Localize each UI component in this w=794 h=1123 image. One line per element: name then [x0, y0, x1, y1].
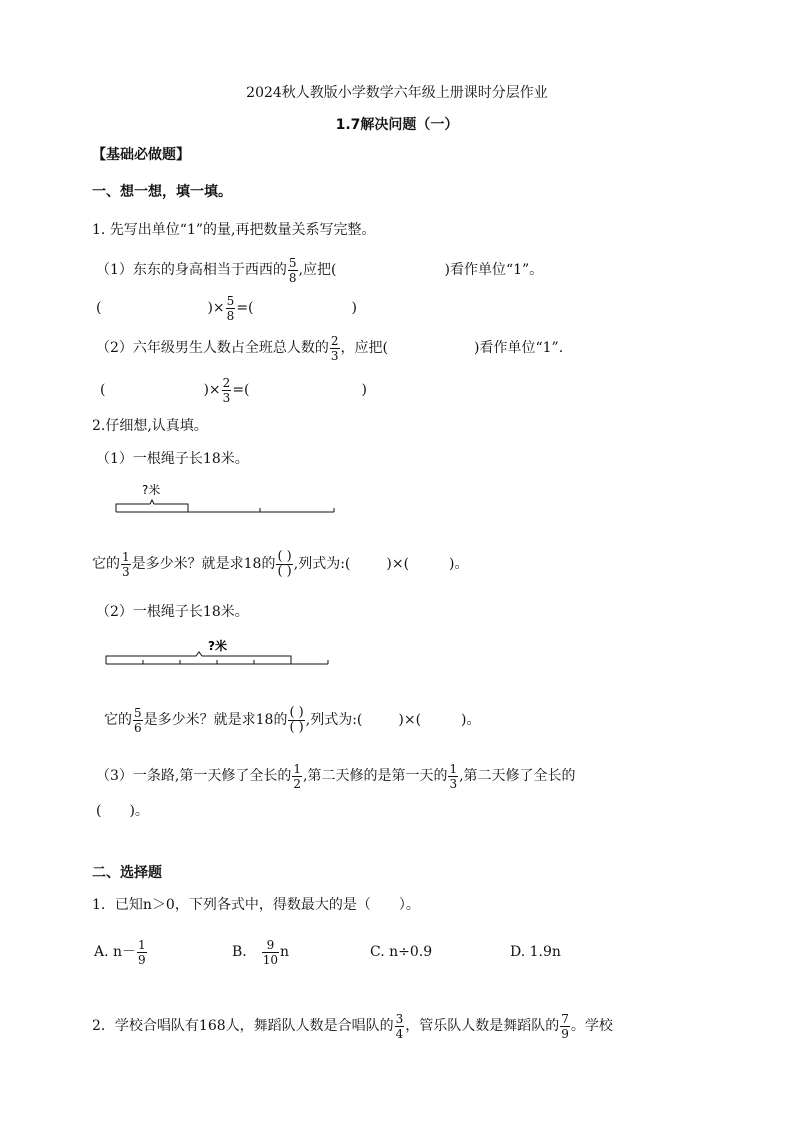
text: 它的 — [104, 712, 132, 728]
fraction-denominator: 3 — [449, 776, 458, 791]
q1-sub1-suffix: )看作单位“1”。 — [444, 262, 544, 278]
fraction — [262, 939, 279, 966]
paren-close: ) — [361, 382, 367, 398]
text: ,第二天修的是第一天的 — [303, 768, 448, 784]
p2-q2-line — [92, 1006, 613, 1046]
part1-heading: 一、想一想，填一填。 — [92, 184, 232, 200]
diagram-label: ?米 — [142, 483, 161, 497]
text: 。学校 — [570, 1018, 613, 1034]
q2-sub2-line — [104, 700, 481, 740]
fraction — [560, 1013, 570, 1040]
text: ,第二天修了全长的 — [459, 768, 576, 784]
brace — [106, 652, 291, 660]
q2-sub3-line — [96, 756, 576, 796]
text: 是多少米？就是求18的 — [131, 556, 276, 572]
text: )。 — [461, 712, 481, 728]
q1-sub1-line — [96, 250, 543, 290]
text: 2．学校合唱队有168人，舞蹈队人数是合唱队的 — [92, 1018, 394, 1034]
text: 它的 — [92, 556, 120, 572]
text: ,列式为:( — [305, 712, 363, 728]
fraction-denominator: 4 — [395, 1026, 404, 1041]
text: )。 — [449, 556, 469, 572]
fraction — [330, 335, 340, 362]
fraction — [226, 295, 236, 322]
fraction-denominator-blank[interactable]: ( ) — [277, 563, 292, 579]
text: （3）一条路,第一天修了全长的 — [96, 768, 292, 784]
text: ,列式为:( — [293, 556, 351, 572]
brace — [116, 500, 188, 508]
q1-sub1-mid: ,应把( — [298, 262, 337, 278]
fraction-denominator: 3 — [122, 564, 130, 579]
q1-sub1-prefix: （1）东东的身高相当于西西的 — [96, 262, 287, 278]
equals-paren: =( — [236, 300, 254, 316]
q1-sub2-line — [96, 328, 563, 368]
q1-sub2-mid: ，应把( — [340, 340, 389, 356]
p2-q1-stem: 1．已知n＞0，下列各式中，得数最大的是（ ）。 — [92, 897, 420, 913]
fraction — [121, 551, 131, 578]
fraction — [288, 257, 298, 284]
fraction-numerator: 5 — [226, 293, 235, 308]
fraction-denominator: 6 — [134, 720, 142, 735]
option-b[interactable] — [232, 932, 289, 972]
fraction-denominator: 10 — [262, 952, 279, 967]
times-sign: )× — [207, 300, 225, 316]
fraction-denominator: 9 — [138, 952, 146, 967]
fraction-numerator: 5 — [288, 255, 297, 270]
option-d[interactable]: D. 1.9n — [510, 944, 561, 960]
times-sign: )× — [203, 382, 221, 398]
q2-sub2-stem: （2）一根绳子长18米。 — [96, 604, 249, 620]
fraction-denominator: 2 — [293, 776, 301, 791]
fraction — [137, 939, 147, 966]
q2-sub1-line — [92, 544, 469, 584]
fraction-numerator: 1 — [122, 549, 130, 564]
blank-fraction[interactable] — [288, 704, 304, 735]
q1-stem: 1. 先写出单位“1”的量,再把数量关系写完整。 — [92, 222, 376, 238]
rope-diagram-2 — [102, 636, 362, 676]
q2-stem: 2.仔细想,认真填。 — [92, 418, 208, 434]
fraction-denominator: 9 — [561, 1026, 569, 1041]
fraction-numerator: 1 — [293, 761, 301, 776]
q1-sub2-prefix: （2）六年级男生人数占全班总人数的 — [96, 340, 329, 356]
fraction-numerator: 9 — [262, 939, 279, 953]
text: ，管乐队人数是舞蹈队的 — [405, 1018, 560, 1034]
fraction — [448, 763, 458, 790]
text: )×( — [386, 556, 410, 572]
blank-fraction[interactable] — [276, 548, 292, 579]
fraction-numerator: 3 — [395, 1011, 404, 1026]
q1-sub2-suffix: )看作单位“1”. — [474, 340, 564, 356]
option-a[interactable] — [94, 932, 148, 972]
fraction-numerator-blank[interactable]: ( ) — [277, 548, 292, 564]
doc-title: 2024秋人教版小学数学六年级上册课时分层作业 — [246, 85, 548, 101]
option-label: A. n－ — [94, 944, 137, 960]
paren-open: ( — [96, 300, 102, 316]
fraction-denominator-blank[interactable]: ( ) — [289, 719, 304, 735]
fraction-numerator: 2 — [330, 333, 339, 348]
paren-close: ) — [351, 300, 357, 316]
fraction — [395, 1013, 405, 1040]
text: 是多少米？就是求18的 — [143, 712, 288, 728]
option-c[interactable]: C. n÷0.9 — [370, 944, 433, 960]
fraction-numerator: 1 — [449, 761, 458, 776]
equals-paren: =( — [232, 382, 250, 398]
fraction-numerator: 5 — [134, 705, 142, 720]
diagram-label: ?米 — [208, 639, 227, 653]
fraction-denominator: 8 — [226, 308, 235, 323]
paren-open: ( — [100, 382, 106, 398]
q1-sub2-equation — [100, 370, 367, 410]
fraction — [222, 377, 232, 404]
fraction-numerator: 1 — [138, 937, 146, 952]
fraction-numerator: 7 — [561, 1011, 569, 1026]
q1-sub1-equation — [96, 288, 357, 328]
fraction-denominator: 8 — [288, 270, 297, 285]
section-basic: 【基础必做题】 — [92, 147, 190, 163]
part2-heading: 二、选择题 — [92, 865, 162, 881]
fraction-numerator-blank[interactable]: ( ) — [289, 704, 304, 720]
text: )×( — [398, 712, 422, 728]
option-text: n — [280, 944, 290, 960]
fraction-numerator: 2 — [222, 375, 231, 390]
q2-sub1-stem: （1）一根绳子长18米。 — [96, 451, 249, 467]
fraction — [133, 707, 143, 734]
q2-sub3-line2[interactable]: ( )。 — [96, 803, 149, 819]
rope-diagram-1 — [112, 482, 352, 522]
fraction-denominator: 3 — [330, 348, 339, 363]
lesson-title: 1.7解决问题（一） — [335, 117, 459, 133]
fraction — [292, 763, 302, 790]
fraction-denominator: 3 — [222, 390, 231, 405]
option-label: B. — [232, 944, 247, 960]
